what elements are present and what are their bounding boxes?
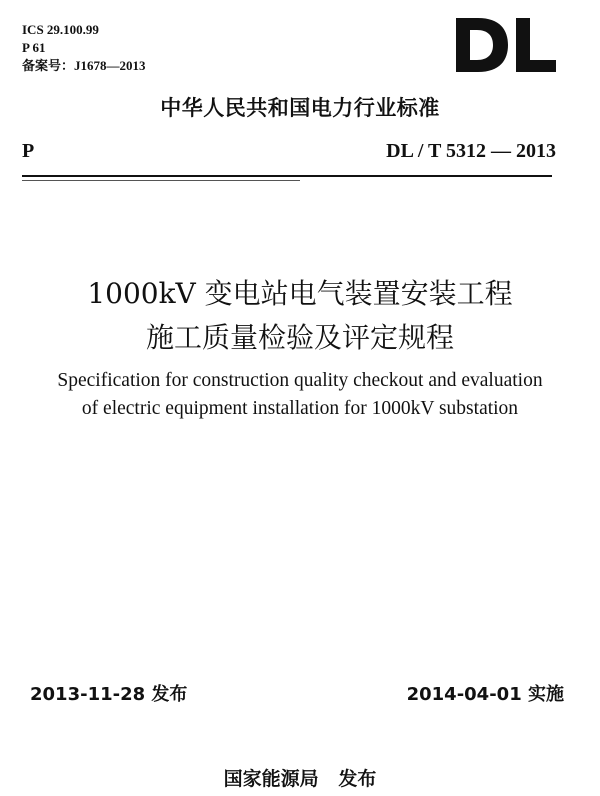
title-cn-line-2: 施工质量检验及评定规程 <box>145 321 454 354</box>
issue-date: 2013-11-28 发布 <box>30 684 188 705</box>
dl-logo <box>452 16 558 74</box>
title-cn-line-1: 1000kV 变电站电气装置安装工程 <box>87 277 513 310</box>
ccs-code: P 61 <box>22 40 46 55</box>
record-number: 备案号：J1678—2013 <box>22 58 146 73</box>
classification-code: P <box>22 140 35 162</box>
header-divider-thin <box>22 180 300 181</box>
implement-date: 2014-04-01 实施 <box>406 684 564 705</box>
header-divider <box>22 175 552 177</box>
issuer: 国家能源局 发布 <box>223 768 377 790</box>
standard-number: DL / T 5312 — 2013 <box>386 140 556 162</box>
title-en-line-2: of electric equipment installation for 1000kV substation <box>81 398 519 419</box>
title-en-line-1: Specification for construction quality checkout and evaluation <box>57 370 543 391</box>
standard-category: 中华人民共和国电力行业标准 <box>160 96 440 120</box>
ics-code: ICS 29.100.99 <box>22 22 99 37</box>
